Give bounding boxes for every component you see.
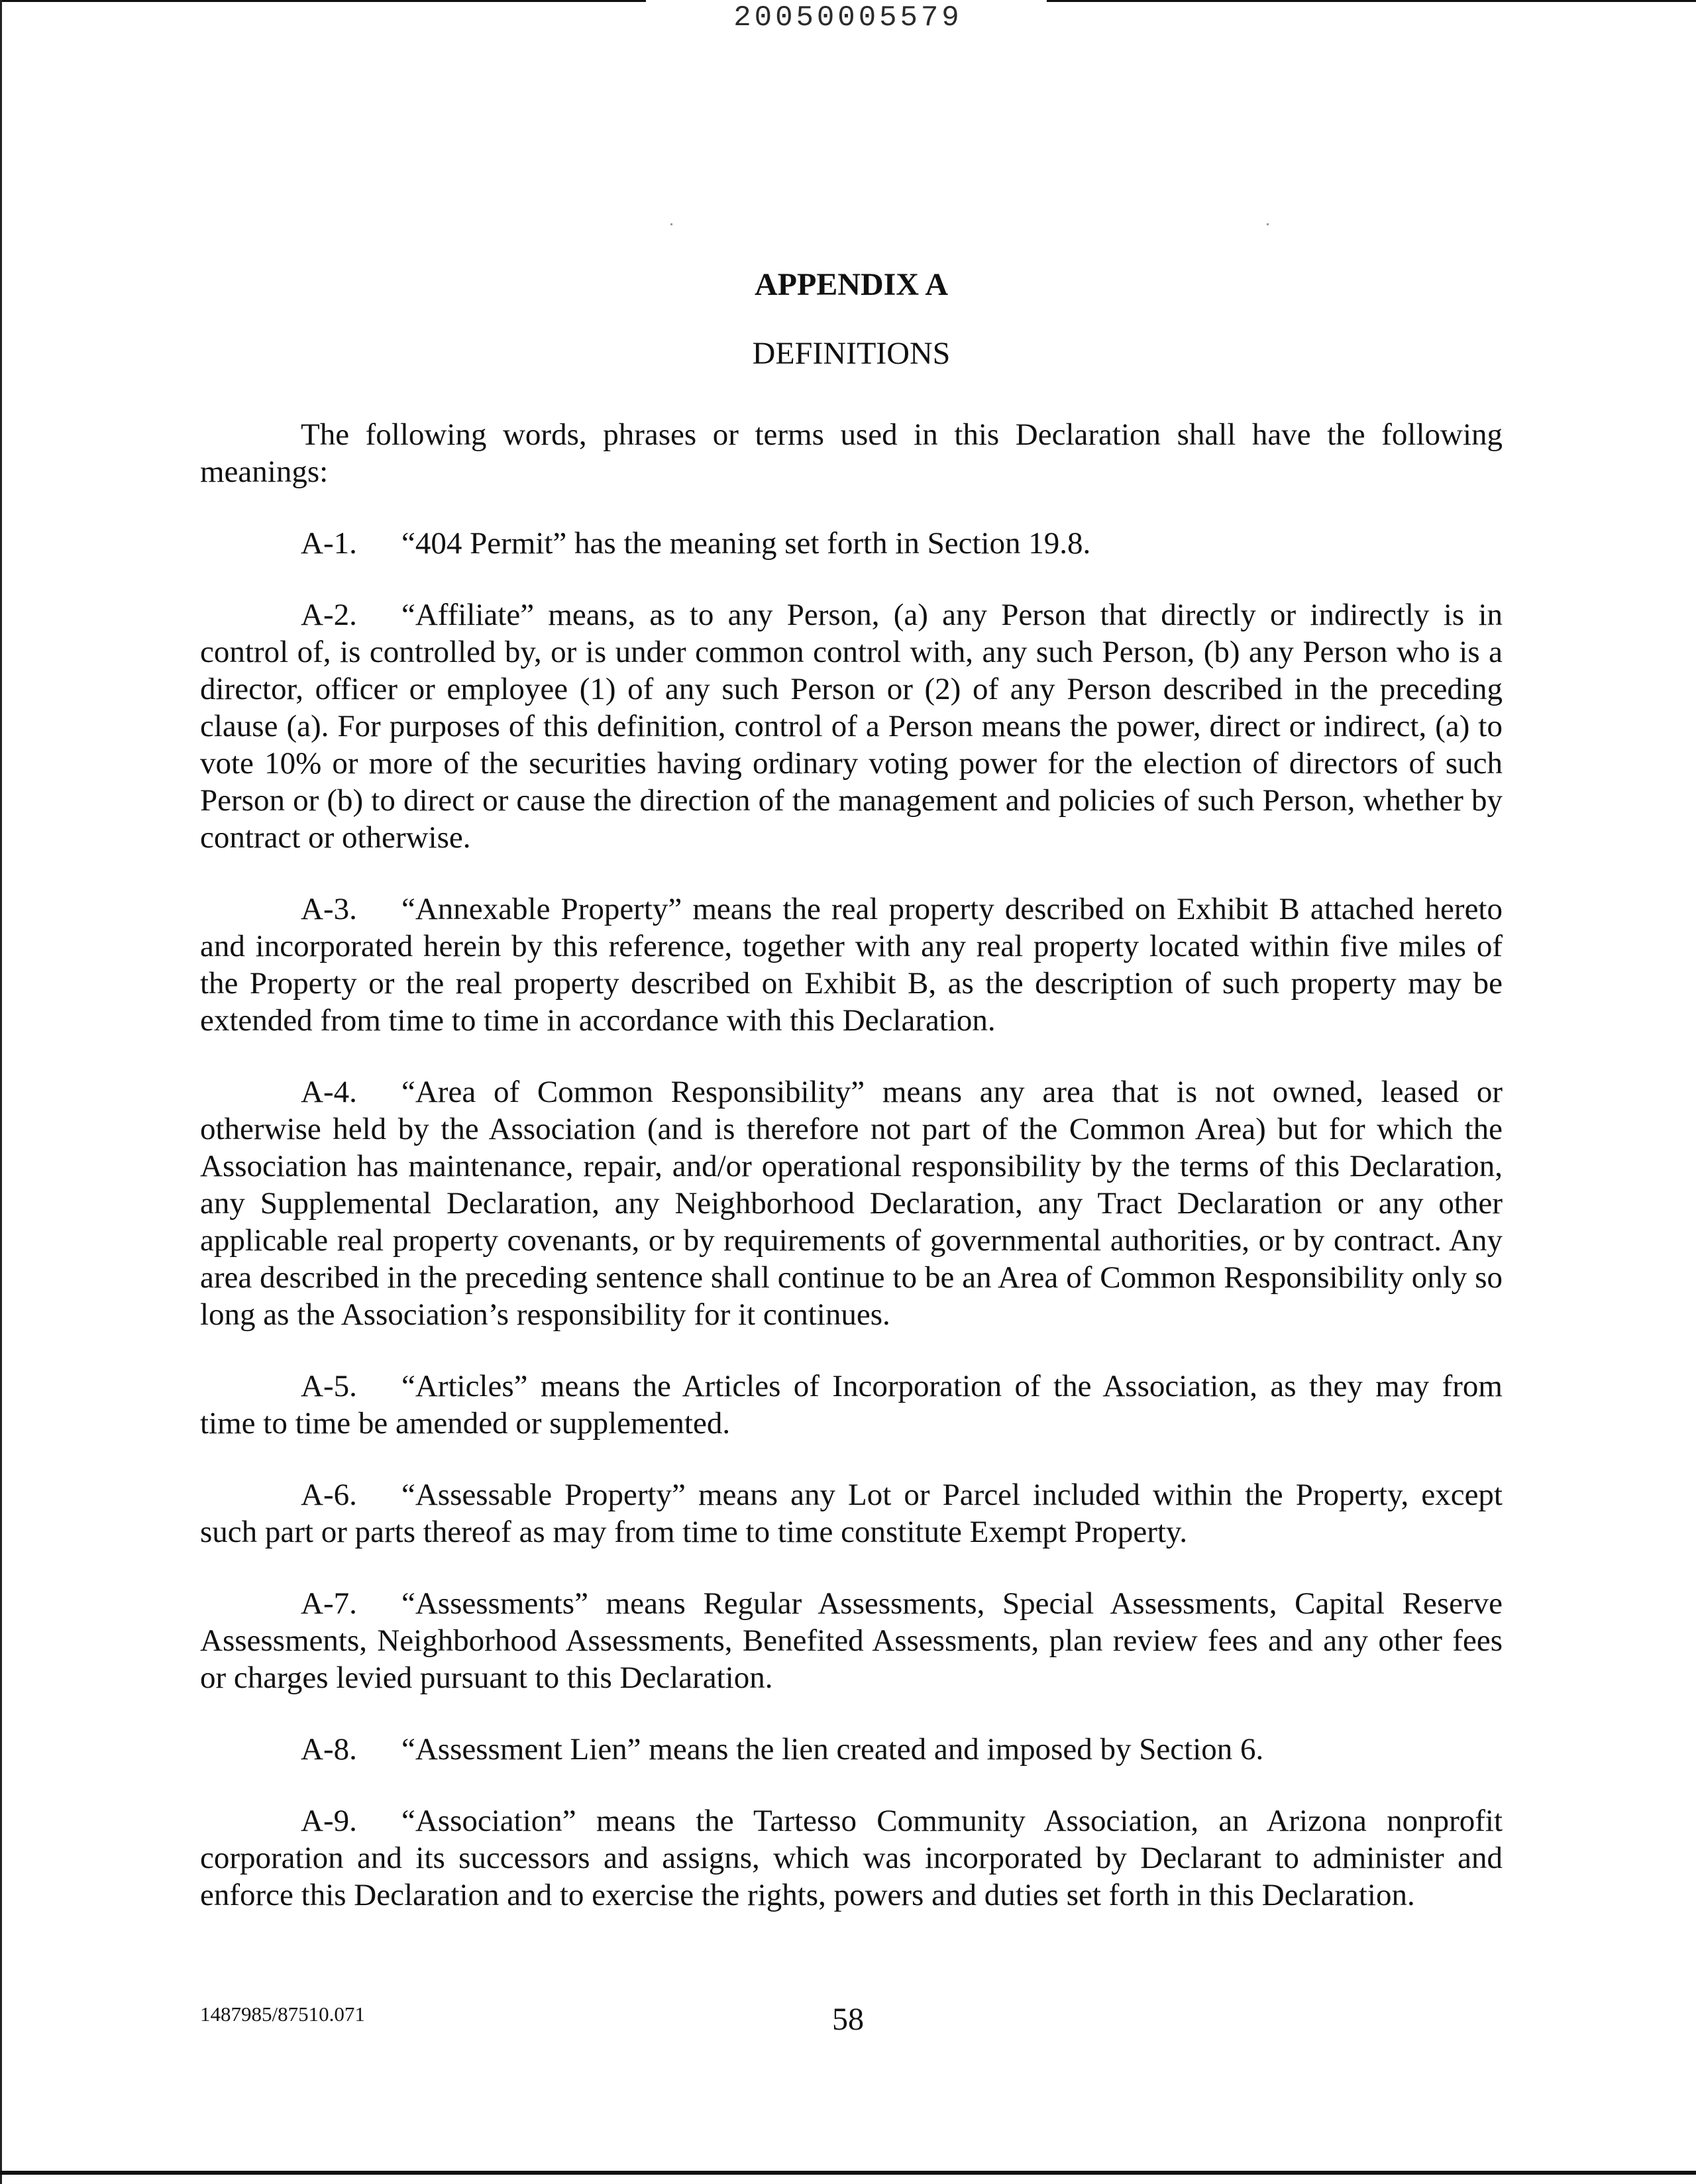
definition-text: “Assessments” means Regular Assessments, Special Assessments, Capital Reserve Assessments, Neighborhood Assessments, Benefited Assessments, plan review fees and any other fees or charges levied pursuant to this Declaration. bbox=[200, 1586, 1503, 1695]
intro-paragraph bbox=[200, 416, 1503, 490]
definition-a4 bbox=[200, 1073, 1503, 1333]
definition-text: “Affiliate” means, as to any Person, (a) any Person that directly or indirectly is in control of, is controlled by, or is under common control with, any such Person, (b) any Person who is a director, officer or employee (1) of any such Person or (2) of any Person described in the preceding clause (a). For purposes of this definition, control of a Person means the power, direct or indirect, (a) to vote 10% or more of the securities having ordinary voting power for the election of directors of such Person or (b) to direct or cause the direction of the management and policies of such Person, whether by contract or otherwise. bbox=[200, 598, 1503, 855]
definition-text: “Assessment Lien” means the lien created and imposed by Section 6. bbox=[401, 1732, 1264, 1767]
scan-speck bbox=[670, 223, 672, 225]
footer-document-id: 1487985/87510.071 bbox=[200, 2002, 365, 2026]
document-body bbox=[200, 265, 1503, 1948]
scan-speck bbox=[1267, 223, 1269, 225]
definition-number: A-4. bbox=[301, 1075, 357, 1109]
definition-a7 bbox=[200, 1585, 1503, 1696]
definition-text: “Annexable Property” means the real property described on Exhibit B attached hereto and incorporated herein by this reference, together with any real property located within five miles of the Property or the real property described on Exhibit B, as the description of such property may be extended from time to time in accordance with this Declaration. bbox=[200, 892, 1503, 1038]
definition-number: A-7. bbox=[301, 1586, 357, 1621]
definition-number: A-6. bbox=[301, 1478, 357, 1512]
definition-number: A-8. bbox=[301, 1732, 357, 1767]
page-number: 58 bbox=[832, 2002, 864, 2037]
definition-text: “Association” means the Tartesso Community Association, an Arizona nonprofit corporation and its successors and assigns, which was incorporated by Declarant to administer and enforce this Declaration and to exercise the rights, powers and duties set forth in this Declaration. bbox=[200, 1804, 1503, 1912]
definition-number: A-1. bbox=[301, 526, 357, 561]
appendix-title: APPENDIX A bbox=[754, 267, 948, 302]
definition-a5 bbox=[200, 1368, 1503, 1442]
definition-a3 bbox=[200, 891, 1503, 1039]
definition-a8 bbox=[200, 1731, 1503, 1768]
definition-number: A-5. bbox=[301, 1369, 357, 1403]
definition-a1 bbox=[200, 525, 1503, 562]
definition-a2 bbox=[200, 596, 1503, 856]
recording-number: 20050005579 bbox=[733, 1, 963, 34]
definition-text: “Articles” means the Articles of Incorporation of the Association, as they may from time to time be amended or supplemented. bbox=[200, 1369, 1503, 1441]
definition-number: A-3. bbox=[301, 892, 357, 926]
definition-a6 bbox=[200, 1476, 1503, 1551]
intro-text: The following words, phrases or terms used in this Declaration shall have the following meanings: bbox=[200, 417, 1503, 489]
section-title: DEFINITIONS bbox=[752, 336, 951, 371]
definition-text: “Assessable Property” means any Lot or Parcel included within the Property, except such part or parts thereof as may from time to time constitute Exempt Property. bbox=[200, 1478, 1503, 1549]
scan-left-edge bbox=[0, 0, 2, 2184]
definition-text: “Area of Common Responsibility” means any area that is not owned, leased or otherwise held by the Association (and is therefore not part of the Common Area) but for which the Association has maintenance, repair, and/or operational responsibility by the terms of this Declaration, any Supplemental Declaration, any Neighborhood Declaration, any Tract Declaration or any other applicable real property covenants, or by requirements of governmental authorities, or by contract. Any area described in the preceding sentence shall continue to be an Area of Common Responsibility only so long as the Association’s responsibility for it continues. bbox=[200, 1075, 1503, 1332]
scan-bottom-border bbox=[0, 2171, 1696, 2175]
definition-number: A-2. bbox=[301, 598, 357, 632]
definition-number: A-9. bbox=[301, 1804, 357, 1838]
definition-text: “404 Permit” has the meaning set forth in Section 19.8. bbox=[401, 526, 1091, 561]
definition-a9 bbox=[200, 1802, 1503, 1914]
